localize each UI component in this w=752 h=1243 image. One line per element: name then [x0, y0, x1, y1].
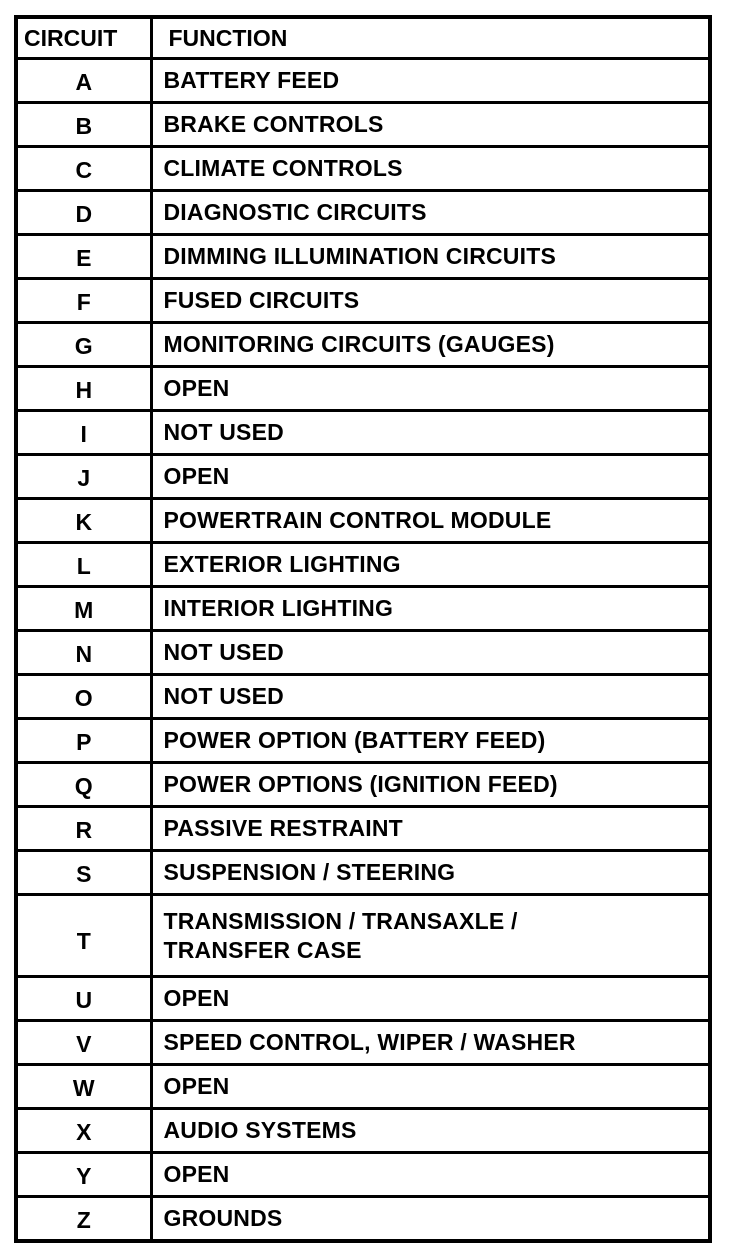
function-text-line: BRAKE CONTROLS — [163, 111, 384, 137]
circuit-letter: E — [16, 235, 151, 279]
table-row — [16, 279, 710, 323]
circuit-function — [151, 367, 710, 411]
table-row — [16, 499, 710, 543]
circuit-letter: R — [16, 807, 151, 851]
table-row — [16, 59, 710, 103]
circuit-function — [151, 895, 710, 977]
function-text-line: OPEN — [163, 375, 230, 401]
circuit-letter: T — [16, 895, 151, 977]
circuit-function — [151, 631, 710, 675]
function-text-line: OPEN — [163, 1073, 230, 1099]
circuit-letter: W — [16, 1065, 151, 1109]
table-row — [16, 1021, 710, 1065]
circuit-function — [151, 851, 710, 895]
circuit-letter: B — [16, 103, 151, 147]
circuit-letter: C — [16, 147, 151, 191]
table-row — [16, 103, 710, 147]
circuit-function — [151, 1065, 710, 1109]
circuit-letter: F — [16, 279, 151, 323]
circuit-function — [151, 323, 710, 367]
table-row — [16, 675, 710, 719]
function-text-line: POWER OPTIONS (IGNITION FEED) — [163, 771, 558, 797]
table-row — [16, 895, 710, 977]
table-row — [16, 367, 710, 411]
table-row — [16, 977, 710, 1021]
table-row — [16, 1153, 710, 1197]
circuit-function — [151, 147, 710, 191]
circuit-function — [151, 675, 710, 719]
circuit-function — [151, 543, 710, 587]
function-text-line: CLIMATE CONTROLS — [163, 155, 403, 181]
circuit-letter: V — [16, 1021, 151, 1065]
table-row — [16, 587, 710, 631]
function-text-line: SUSPENSION / STEERING — [163, 859, 456, 885]
circuit-function — [151, 1153, 710, 1197]
function-text-line: PASSIVE RESTRAINT — [163, 815, 403, 841]
table-row — [16, 323, 710, 367]
circuit-letter: L — [16, 543, 151, 587]
table-row — [16, 543, 710, 587]
table-row — [16, 147, 710, 191]
circuit-letter: P — [16, 719, 151, 763]
function-text-line: FUSED CIRCUITS — [163, 287, 360, 313]
function-text-line: OPEN — [163, 1161, 230, 1187]
circuit-function — [151, 59, 710, 103]
function-text-line: OPEN — [163, 985, 230, 1011]
circuit-function-table — [14, 15, 712, 1243]
circuit-letter: X — [16, 1109, 151, 1153]
table-row — [16, 1065, 710, 1109]
circuit-letter: Y — [16, 1153, 151, 1197]
circuit-letter: G — [16, 323, 151, 367]
circuit-function — [151, 235, 710, 279]
circuit-function — [151, 1197, 710, 1242]
circuit-letter: A — [16, 59, 151, 103]
circuit-letter: J — [16, 455, 151, 499]
function-text-line: EXTERIOR LIGHTING — [163, 551, 401, 577]
circuit-letter: S — [16, 851, 151, 895]
table-body — [16, 59, 710, 1242]
circuit-letter: O — [16, 675, 151, 719]
circuit-function — [151, 1109, 710, 1153]
table-row — [16, 455, 710, 499]
circuit-function — [151, 103, 710, 147]
circuit-letter: U — [16, 977, 151, 1021]
circuit-function — [151, 719, 710, 763]
circuit-letter: Q — [16, 763, 151, 807]
circuit-function — [151, 455, 710, 499]
function-text-line: INTERIOR LIGHTING — [163, 595, 394, 621]
function-text-line: TRANSFER CASE — [163, 936, 362, 963]
function-text-line: NOT USED — [163, 639, 284, 665]
function-text-line: MONITORING CIRCUITS (GAUGES) — [163, 331, 555, 357]
circuit-function — [151, 807, 710, 851]
table-row — [16, 851, 710, 895]
table-row — [16, 1109, 710, 1153]
circuit-function — [151, 763, 710, 807]
circuit-letter: K — [16, 499, 151, 543]
circuit-letter: H — [16, 367, 151, 411]
function-text-line: SPEED CONTROL, WIPER / WASHER — [163, 1029, 576, 1055]
circuit-letter: N — [16, 631, 151, 675]
function-text-line: AUDIO SYSTEMS — [163, 1117, 357, 1143]
function-text-line: POWERTRAIN CONTROL MODULE — [163, 507, 552, 533]
table-row — [16, 1197, 710, 1242]
table-row — [16, 235, 710, 279]
circuit-letter: Z — [16, 1197, 151, 1242]
function-text-line: GROUNDS — [163, 1205, 283, 1231]
function-text-line: DIAGNOSTIC CIRCUITS — [163, 199, 427, 225]
circuit-function — [151, 499, 710, 543]
function-text-line: OPEN — [163, 463, 230, 489]
circuit-function — [151, 411, 710, 455]
circuit-letter: M — [16, 587, 151, 631]
function-text-line: NOT USED — [163, 419, 284, 445]
circuit-letter: D — [16, 191, 151, 235]
table-row — [16, 719, 710, 763]
circuit-function — [151, 1021, 710, 1065]
table-row — [16, 631, 710, 675]
function-text-line: NOT USED — [163, 683, 284, 709]
table-row — [16, 807, 710, 851]
circuit-letter: I — [16, 411, 151, 455]
function-text-line: TRANSMISSION / TRANSAXLE / — [163, 907, 518, 934]
circuit-function — [151, 587, 710, 631]
column-header-circuit: CIRCUIT — [16, 17, 151, 59]
circuit-function — [151, 977, 710, 1021]
circuit-function — [151, 191, 710, 235]
table-row — [16, 191, 710, 235]
circuit-function — [151, 279, 710, 323]
function-text-line: POWER OPTION (BATTERY FEED) — [163, 727, 546, 753]
table-row — [16, 763, 710, 807]
table-row — [16, 411, 710, 455]
function-text-line: BATTERY FEED — [163, 67, 340, 93]
column-header-function: FUNCTION — [151, 17, 710, 59]
table-header-row — [16, 17, 710, 59]
function-text-line: DIMMING ILLUMINATION CIRCUITS — [163, 243, 556, 269]
